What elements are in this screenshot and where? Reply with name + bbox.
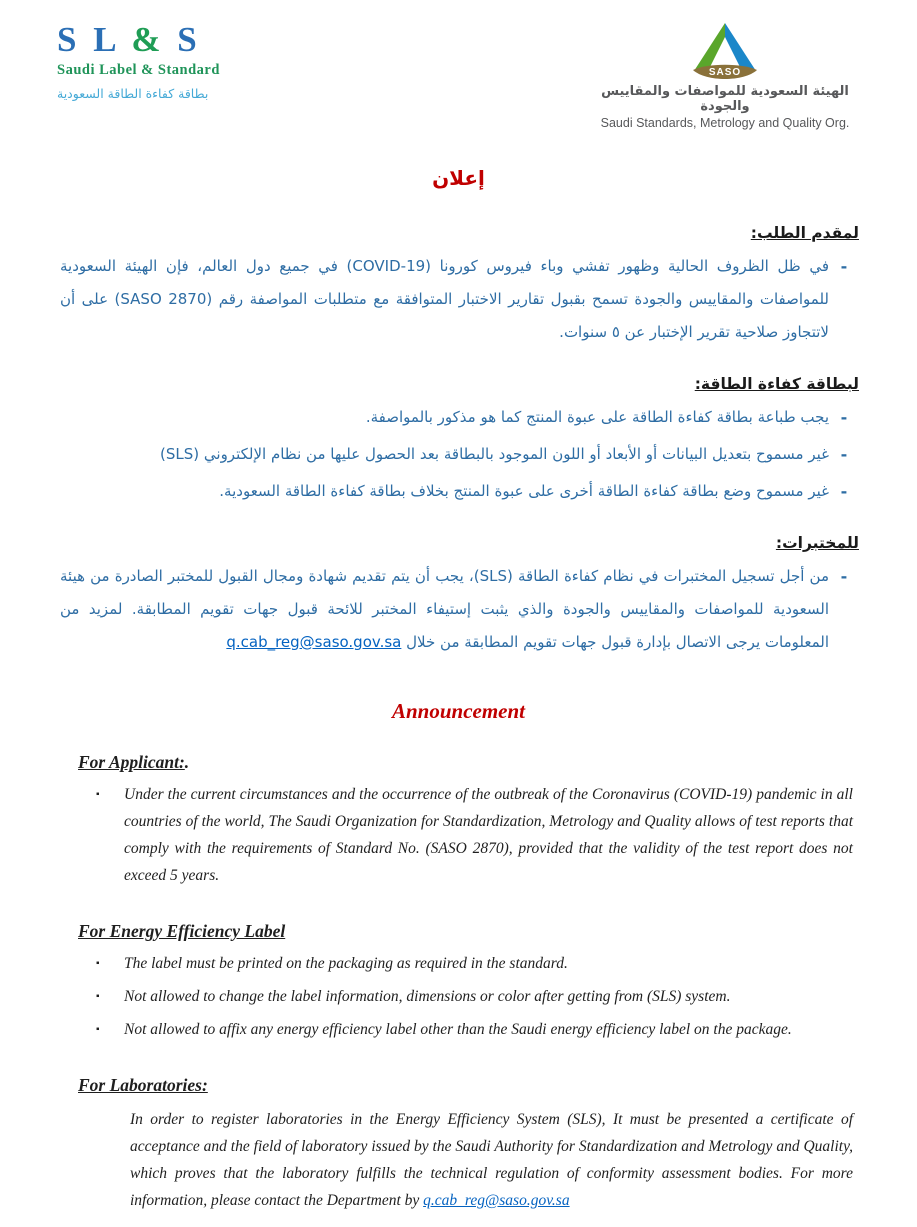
english-heading-laboratories: For Laboratories: — [78, 1075, 208, 1095]
english-announcement-title: Announcement — [391, 699, 526, 723]
list-item — [60, 250, 859, 349]
saso-triangle-icon — [689, 22, 761, 80]
arabic-laboratories-text — [60, 560, 829, 659]
english-label-rule-3: Not allowed to affix any energy efficiency label other than the Saudi energy efficiency label on the package. — [124, 1021, 792, 1038]
arabic-heading-laboratories: للمختبرات: — [775, 534, 859, 552]
list-item — [60, 781, 853, 889]
arabic-label-rule-3: غير مسموح وضع بطاقة كفاءة الطاقة أخرى على عبوة المنتج بخلاف بطاقة كفاءة الطاقة السعودية. — [219, 482, 829, 500]
list-item — [60, 950, 853, 977]
sls-logo — [57, 22, 287, 101]
page-header — [0, 0, 917, 130]
sls-wordmark-part2: S — [177, 20, 201, 59]
list-item — [60, 1016, 853, 1043]
sls-subtitle-english: Saudi Label & Standard — [57, 61, 220, 78]
list-item — [60, 560, 859, 659]
list-item — [60, 438, 859, 471]
square-bullet-icon: ▪ — [96, 958, 100, 969]
dash-bullet-icon: - — [840, 567, 848, 586]
saso-logo — [575, 22, 875, 130]
sls-wordmark-ampersand: & — [131, 20, 165, 59]
sls-wordmark — [57, 22, 287, 59]
saso-name-arabic: الهيئة السعودية للمواصفات والمقاييس والجودة — [601, 84, 849, 114]
english-label-rule-2: Not allowed to change the label information, dimensions or color after getting from (SLS) system. — [124, 988, 731, 1005]
english-contact-email-link[interactable]: q.cab_reg@saso.gov.sa — [423, 1192, 570, 1209]
list-item — [60, 983, 853, 1010]
arabic-label-rule-2: غير مسموح بتعديل البيانات أو الأبعاد أو اللون الموجود بالبطاقة بعد الحصول عليها من نظام الإلكتروني (SLS) — [160, 445, 829, 463]
sls-wordmark-part1: S L — [57, 20, 119, 59]
square-bullet-icon: ▪ — [96, 991, 100, 1002]
arabic-heading-energy-label: لبطاقة كفاءة الطاقة: — [694, 375, 859, 393]
arabic-laboratories-body: من أجل تسجيل المختبرات في نظام كفاءة الطاقة (SLS)، يجب أن يتم تقديم شهادة ومجال القبول للمختبر الصادرة من هيئة السعودية للمواصفات والمقاييس والجودة والذي يثبت إستيفاء المختبر للائحة قبول جهات تقويم المطابقة. لمزيد من المعلومات يرجى الاتصال بإدارة قبول جهات تقويم المطابقة من خلال — [60, 567, 829, 651]
saso-name-english: Saudi Standards, Metrology and Quality Org. — [600, 116, 850, 130]
english-laboratories-body: In order to register laboratories in the Energy Efficiency System (SLS), It must be presented a certificate of acceptance and the field of laboratory issued by the Saudi Authority for Standardization and Metrology and Quality, which proves that the laboratory fulfills the technical regulation of conformity assessment bodies. For more information, please contact the Department by — [130, 1111, 853, 1209]
english-applicant-text: Under the current circumstances and the occurrence of the outbreak of the Coronavirus (COVID-19) pandemic in all countries of the world, The Saudi Organization for Standardization, Metrology and Quality allows of test reports that comply with the requirements of Standard No. (SASO 2870), provided that the validity of the test report does not exceed 5 years. — [124, 786, 853, 884]
english-label-rule-1: The label must be printed on the packaging as required in the standard. — [124, 955, 568, 972]
square-bullet-icon: ▪ — [96, 789, 100, 800]
arabic-content — [0, 220, 917, 659]
dash-bullet-icon: - — [840, 408, 848, 427]
square-bullet-icon: ▪ — [96, 1024, 100, 1035]
list-item — [60, 475, 859, 508]
arabic-contact-email-link[interactable]: q.cab_reg@saso.gov.sa — [226, 633, 402, 651]
arabic-label-rule-1: يجب طباعة بطاقة كفاءة الطاقة على عبوة المنتج كما هو مذكور بالمواصفة. — [365, 408, 829, 426]
english-laboratories-paragraph — [130, 1106, 853, 1214]
dash-bullet-icon: - — [840, 445, 848, 464]
list-item — [60, 401, 859, 434]
english-content — [0, 750, 917, 1214]
arabic-announcement-title: إعلان — [432, 166, 485, 190]
dash-bullet-icon: - — [840, 257, 848, 276]
sls-subtitle-arabic: بطاقة كفاءة الطاقة السعودية — [57, 85, 209, 101]
english-heading-energy-label: For Energy Efficiency Label — [78, 921, 286, 941]
svg-text:SASO: SASO — [708, 67, 742, 78]
arabic-applicant-text: في ظل الظروف الحالية وظهور تفشي وباء فيروس كورونا (COVID-19) في جميع دول العالم، فإن الهيئة السعودية للمواصفات والمقاييس والجودة تسمح بقبول تقارير الاختبار المتوافقة مع متطلبات المواصفة رقم (SASO 2870) على أن لاتتجاوز صلاحية تقرير الإختبار عن ٥ سنوات. — [60, 257, 830, 341]
dash-bullet-icon: - — [840, 482, 848, 501]
arabic-heading-applicant: لمقدم الطلب: — [750, 224, 859, 242]
english-heading-applicant: For Applicant:. — [78, 752, 190, 772]
